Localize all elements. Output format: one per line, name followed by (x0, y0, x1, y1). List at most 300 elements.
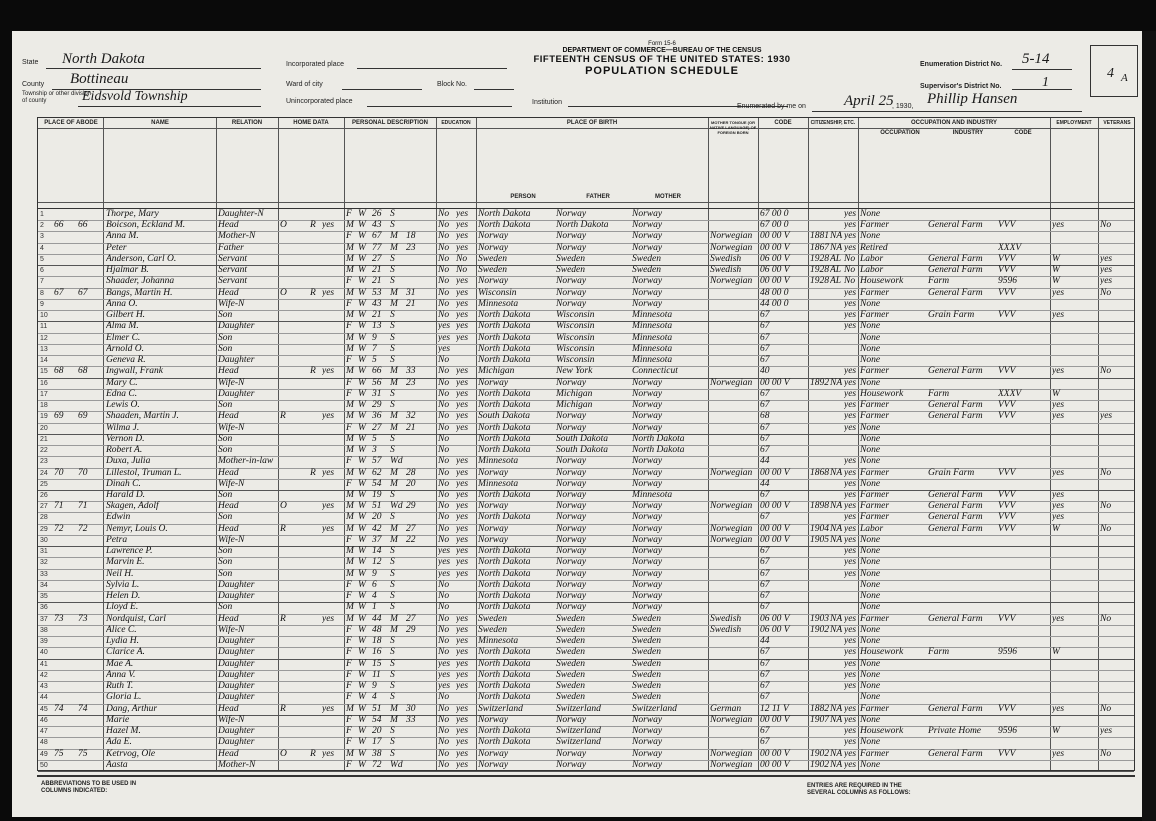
age: 5 (372, 433, 377, 444)
birth-code: 67 (760, 388, 770, 399)
marital-status: M (390, 523, 398, 534)
radio-set: R (310, 748, 316, 759)
school-attendance: No (438, 703, 450, 714)
marital-status: Wd (390, 759, 403, 770)
birthplace: North Dakota (478, 557, 531, 568)
birthplace: Sweden (478, 265, 508, 276)
veteran-status: yes (1100, 253, 1113, 264)
person-name: Wilma J. (106, 422, 140, 433)
race: W (358, 377, 366, 388)
occupation: Farmer (860, 501, 890, 512)
relation: Daughter (218, 388, 255, 399)
table-row (38, 636, 1134, 647)
mother-birthplace: Norway (632, 512, 663, 523)
immigration-year: 1867 (810, 242, 829, 253)
sex: M (346, 265, 354, 276)
marital-status: S (390, 209, 395, 219)
dwelling-number: 66 (54, 220, 64, 231)
birth-code: 67 (760, 321, 770, 332)
township-value: Eidsvold Township (82, 89, 188, 104)
age: 9 (372, 568, 377, 579)
sex: M (346, 253, 354, 264)
birth-code: 67 (760, 591, 770, 602)
marital-status: M (390, 613, 398, 624)
block-label: Block No. (437, 81, 467, 88)
table-row (38, 501, 1134, 512)
table-row (38, 647, 1134, 658)
class-of-worker: yes (1052, 310, 1065, 321)
sex: M (346, 242, 354, 253)
occupation: None (860, 433, 881, 444)
mother-birthplace: Norway (632, 737, 663, 748)
school-attendance: No (438, 523, 450, 534)
mother-tongue: Swedish (710, 253, 742, 264)
sex: F (346, 737, 352, 748)
school-attendance: No (438, 220, 450, 231)
sex: M (346, 310, 354, 321)
table-row (38, 355, 1134, 366)
race: W (358, 602, 366, 613)
father-birthplace: Norway (556, 298, 587, 309)
mother-birthplace: Minnesota (632, 490, 673, 500)
birthplace: North Dakota (478, 512, 531, 523)
sex: M (346, 557, 354, 568)
industry: General Farm (928, 613, 983, 624)
marital-status: Wd (390, 456, 403, 467)
sex: F (346, 534, 352, 545)
mother-birthplace: Norway (632, 714, 663, 725)
birth-code: 00 00 V (760, 759, 790, 770)
immigration-year: 1928 (810, 276, 829, 287)
mother-birthplace: Norway (632, 456, 663, 467)
father-birthplace: Norway (556, 490, 587, 500)
table-row (38, 400, 1134, 411)
class-of-worker: W (1052, 726, 1060, 737)
birthplace: Sweden (478, 624, 508, 635)
industry: General Farm (928, 748, 983, 759)
speaks-english: yes (844, 209, 857, 219)
header-employment: EMPLOYMENT (1056, 120, 1092, 126)
race: W (358, 647, 366, 658)
birth-code: 67 (760, 579, 770, 590)
speaks-english: yes (844, 467, 857, 478)
occupation: Housework (860, 647, 904, 658)
occupation: None (860, 669, 881, 680)
sex: F (346, 422, 352, 433)
industry: Grain Farm (928, 310, 975, 321)
age: 21 (372, 310, 382, 321)
immigration-year: 1882 (810, 703, 829, 714)
father-birthplace: Norway (556, 557, 587, 568)
sex: F (346, 231, 352, 242)
age: 16 (372, 647, 382, 658)
birth-code: 67 (760, 512, 770, 523)
can-read: yes (456, 490, 469, 500)
mother-birthplace: Norway (632, 298, 663, 309)
school-attendance: yes (438, 332, 451, 343)
marital-status: S (390, 220, 395, 231)
mother-birthplace: Norway (632, 726, 663, 737)
birth-code: 67 00 0 (760, 220, 789, 231)
table-row (38, 557, 1134, 568)
race: W (358, 681, 366, 692)
marital-status: S (390, 602, 395, 613)
occupation: None (860, 692, 881, 703)
race: W (358, 737, 366, 748)
mother-tongue: Norwegian (710, 534, 753, 545)
mother-birthplace: Norway (632, 388, 663, 399)
sex: M (346, 490, 354, 500)
sex: F (346, 276, 352, 287)
table-row (38, 366, 1134, 377)
birthplace: Michigan (478, 366, 515, 377)
marital-status: S (390, 343, 395, 354)
speaks-english: yes (844, 321, 857, 332)
speaks-english: yes (844, 681, 857, 692)
line-number: 7 (40, 278, 44, 286)
immigration-year: 1928 (810, 253, 829, 264)
father-birthplace: Norway (556, 534, 587, 545)
sex: M (346, 602, 354, 613)
occupation: None (860, 591, 881, 602)
occupation: Retired (860, 242, 888, 253)
mother-birthplace: Sweden (632, 636, 662, 647)
race: W (358, 400, 366, 411)
occupation-code: VVV (998, 523, 1016, 534)
relation: Head (218, 366, 239, 377)
relation: Servant (218, 276, 248, 287)
speaks-english: yes (844, 636, 857, 647)
radio-set: R (310, 467, 316, 478)
occupation: None (860, 602, 881, 613)
line-number: 29 (40, 525, 48, 533)
occupation-code: VVV (998, 310, 1016, 321)
marital-status: S (390, 332, 395, 343)
table-row (38, 524, 1134, 535)
class-of-worker: yes (1052, 490, 1065, 500)
subheader-father: FATHER (586, 194, 610, 200)
family-number: 69 (78, 411, 88, 422)
line-number: 41 (40, 660, 48, 668)
class-of-worker: yes (1052, 748, 1065, 759)
line-number: 31 (40, 548, 48, 556)
farm-residence: yes (322, 467, 335, 478)
line-number: 50 (40, 761, 48, 769)
relation: Wife-N (218, 714, 245, 725)
industry: Farm (928, 276, 950, 287)
line-number: 39 (40, 638, 48, 646)
line-number: 35 (40, 593, 48, 601)
naturalization: NA (830, 748, 843, 759)
census-title: FIFTEENTH CENSUS OF THE UNITED STATES: 1930 (533, 54, 791, 65)
father-birthplace: Wisconsin (556, 355, 595, 366)
school-attendance: No (438, 478, 450, 489)
birth-code: 00 00 V (760, 748, 790, 759)
line-number: 16 (40, 379, 48, 387)
age-at-marriage: 27 (406, 523, 416, 534)
occupation: Farmer (860, 703, 890, 714)
speaks-english: yes (844, 523, 857, 534)
occupation-code: VVV (998, 512, 1016, 523)
marital-status: S (390, 388, 395, 399)
naturalization: AL (830, 265, 842, 276)
district-value: 5-14 (1022, 51, 1050, 67)
family-number: 71 (78, 501, 88, 512)
mother-tongue: Norwegian (710, 276, 753, 287)
birthplace: Norway (478, 377, 509, 388)
age-at-marriage: 29 (406, 501, 416, 512)
mother-tongue: Norwegian (710, 231, 753, 242)
line-number: 45 (40, 705, 48, 713)
line-number: 12 (40, 334, 48, 342)
can-read: yes (456, 523, 469, 534)
mother-birthplace: North Dakota (632, 433, 685, 444)
father-birthplace: Sweden (556, 265, 586, 276)
radio-set: R (310, 220, 316, 231)
father-birthplace: Norway (556, 467, 587, 478)
dwelling-number: 73 (54, 613, 64, 624)
speaks-english: No (844, 265, 856, 276)
can-read: yes (456, 748, 469, 759)
enumerated-label: Enumerated by me on (737, 103, 806, 110)
relation: Head (218, 501, 239, 512)
relation: Son (218, 332, 233, 343)
sex: M (346, 523, 354, 534)
table-row (38, 299, 1134, 310)
mother-birthplace: Norway (632, 523, 663, 534)
father-birthplace: Sweden (556, 613, 586, 624)
occupation: Labor (860, 523, 884, 534)
birthplace: Minnesota (478, 456, 519, 467)
abbrev-title: ABBREVIATIONS TO BE USED IN COLUMNS INDICATED: (41, 781, 137, 794)
race: W (358, 231, 366, 242)
sex: F (346, 478, 352, 489)
occupation: Housework (860, 276, 904, 287)
marital-status: S (390, 647, 395, 658)
occupation: None (860, 377, 881, 388)
table-row (38, 389, 1134, 400)
relation: Daughter (218, 669, 255, 680)
line-number: 19 (40, 413, 48, 421)
birthplace: Norway (478, 759, 509, 770)
table-row (38, 704, 1134, 715)
mother-birthplace: North Dakota (632, 445, 685, 456)
relation: Son (218, 343, 233, 354)
line-number: 26 (40, 492, 48, 499)
mother-tongue: Norwegian (710, 467, 753, 478)
school-attendance: No (438, 456, 450, 467)
speaks-english: yes (844, 501, 857, 512)
relation: Wife-N (218, 624, 245, 635)
form-number: Form 15-6 (648, 41, 676, 47)
line-number: 5 (40, 255, 44, 263)
sex: F (346, 355, 352, 366)
person-name: Gloria L. (106, 692, 142, 703)
occupation: Farmer (860, 366, 890, 377)
school-attendance: No (438, 433, 450, 444)
age: 42 (372, 523, 382, 534)
class-of-worker: yes (1052, 411, 1065, 422)
speaks-english: yes (844, 388, 857, 399)
marital-status: M (390, 534, 398, 545)
race: W (358, 388, 366, 399)
radio-set: R (310, 287, 316, 298)
home-tenure: R (280, 613, 286, 624)
age: 26 (372, 209, 382, 219)
line-number: 37 (40, 615, 48, 623)
age: 43 (372, 220, 382, 231)
relation: Son (218, 546, 233, 557)
birthplace: North Dakota (478, 579, 531, 590)
person-name: Dinah C. (106, 478, 141, 489)
birth-code: 67 (760, 568, 770, 579)
line-number: 9 (40, 300, 44, 308)
person-name: Aasta (106, 759, 128, 770)
farm-residence: yes (322, 523, 335, 534)
speaks-english: yes (844, 377, 857, 388)
relation: Head (218, 287, 239, 298)
mother-birthplace: Norway (632, 579, 663, 590)
race: W (358, 534, 366, 545)
veteran-status: No (1100, 366, 1112, 377)
mother-tongue: Norwegian (710, 377, 753, 388)
birthplace: Norway (478, 523, 509, 534)
can-read: yes (456, 478, 469, 489)
age: 11 (372, 669, 381, 680)
birth-code: 48 00 0 (760, 287, 789, 298)
birthplace: North Dakota (478, 490, 531, 500)
line-number: 42 (40, 671, 48, 679)
relation: Son (218, 490, 233, 500)
father-birthplace: Norway (556, 422, 587, 433)
speaks-english: yes (844, 624, 857, 635)
race: W (358, 343, 366, 354)
school-attendance: No (438, 647, 450, 658)
can-read: yes (456, 546, 469, 557)
class-of-worker: yes (1052, 467, 1065, 478)
birthplace: North Dakota (478, 321, 531, 332)
race: W (358, 568, 366, 579)
occupation: None (860, 445, 881, 456)
speaks-english: yes (844, 557, 857, 568)
race: W (358, 276, 366, 287)
birthplace: Sweden (478, 613, 508, 624)
county-label: County (22, 81, 45, 88)
race: W (358, 220, 366, 231)
veteran-status: No (1100, 287, 1112, 298)
birthplace: Switzerland (478, 703, 523, 714)
table-row (38, 614, 1134, 625)
school-attendance: yes (438, 669, 451, 680)
speaks-english: yes (844, 568, 857, 579)
mother-birthplace: Norway (632, 557, 663, 568)
mother-birthplace: Minnesota (632, 355, 673, 366)
home-tenure: R (280, 523, 286, 534)
person-name: Dang, Arthur (106, 703, 158, 714)
father-birthplace: Norway (556, 287, 587, 298)
home-tenure: O (280, 220, 287, 231)
header-code: CODE (774, 120, 792, 126)
can-read: No (456, 265, 468, 276)
home-tenure: R (280, 703, 286, 714)
veteran-status: yes (1100, 726, 1113, 737)
age-at-marriage: 31 (406, 287, 416, 298)
relation: Son (218, 568, 233, 579)
age: 72 (372, 759, 382, 770)
mother-birthplace: Sweden (632, 669, 662, 680)
table-row (38, 468, 1134, 479)
age: 36 (372, 411, 382, 422)
school-attendance: No (438, 613, 450, 624)
speaks-english: yes (844, 310, 857, 321)
age: 29 (372, 400, 382, 411)
occupation: None (860, 759, 881, 770)
age-at-marriage: 21 (406, 298, 416, 309)
veteran-status: No (1100, 501, 1112, 512)
relation: Daughter (218, 726, 255, 737)
occupation: Labor (860, 265, 884, 276)
line-number: 48 (40, 739, 48, 747)
race: W (358, 613, 366, 624)
birth-code: 67 (760, 343, 770, 354)
race: W (358, 253, 366, 264)
can-read: yes (456, 411, 469, 422)
speaks-english: yes (844, 647, 857, 658)
sex: F (346, 209, 352, 219)
occupation: None (860, 422, 881, 433)
mother-birthplace: Norway (632, 546, 663, 557)
relation: Son (218, 433, 233, 444)
race: W (358, 636, 366, 647)
class-of-worker: W (1052, 276, 1060, 287)
age: 77 (372, 242, 382, 253)
class-of-worker: yes (1052, 400, 1065, 411)
school-attendance: No (438, 501, 450, 512)
marital-status: S (390, 568, 395, 579)
father-birthplace: Switzerland (556, 703, 601, 714)
marital-status: S (390, 512, 395, 523)
can-read: yes (456, 321, 469, 332)
mother-tongue: Norwegian (710, 523, 753, 534)
marital-status: S (390, 681, 395, 692)
father-birthplace: New York (556, 366, 593, 377)
birth-code: 44 00 0 (760, 298, 789, 309)
marital-status: M (390, 624, 398, 635)
race: W (358, 287, 366, 298)
race: W (358, 209, 366, 219)
birth-code: 67 00 0 (760, 209, 789, 219)
industry: General Farm (928, 501, 983, 512)
veteran-status: No (1100, 613, 1112, 624)
age: 27 (372, 253, 382, 264)
table-row (38, 344, 1134, 355)
age: 6 (372, 579, 377, 590)
relation: Mother-N (218, 231, 256, 242)
immigration-year: 1928 (810, 265, 829, 276)
occupation-code: XXXV (998, 242, 1022, 253)
mother-birthplace: Norway (632, 209, 663, 219)
sex: M (346, 748, 354, 759)
birthplace: Sweden (478, 253, 508, 264)
occupation-code: VVV (998, 411, 1016, 422)
line-number: 32 (40, 559, 48, 567)
occupation-code: VVV (998, 265, 1016, 276)
column-headers (37, 117, 1135, 209)
father-birthplace: Norway (556, 512, 587, 523)
can-read: yes (456, 636, 469, 647)
table-row (38, 243, 1134, 254)
marital-status: M (390, 298, 398, 309)
